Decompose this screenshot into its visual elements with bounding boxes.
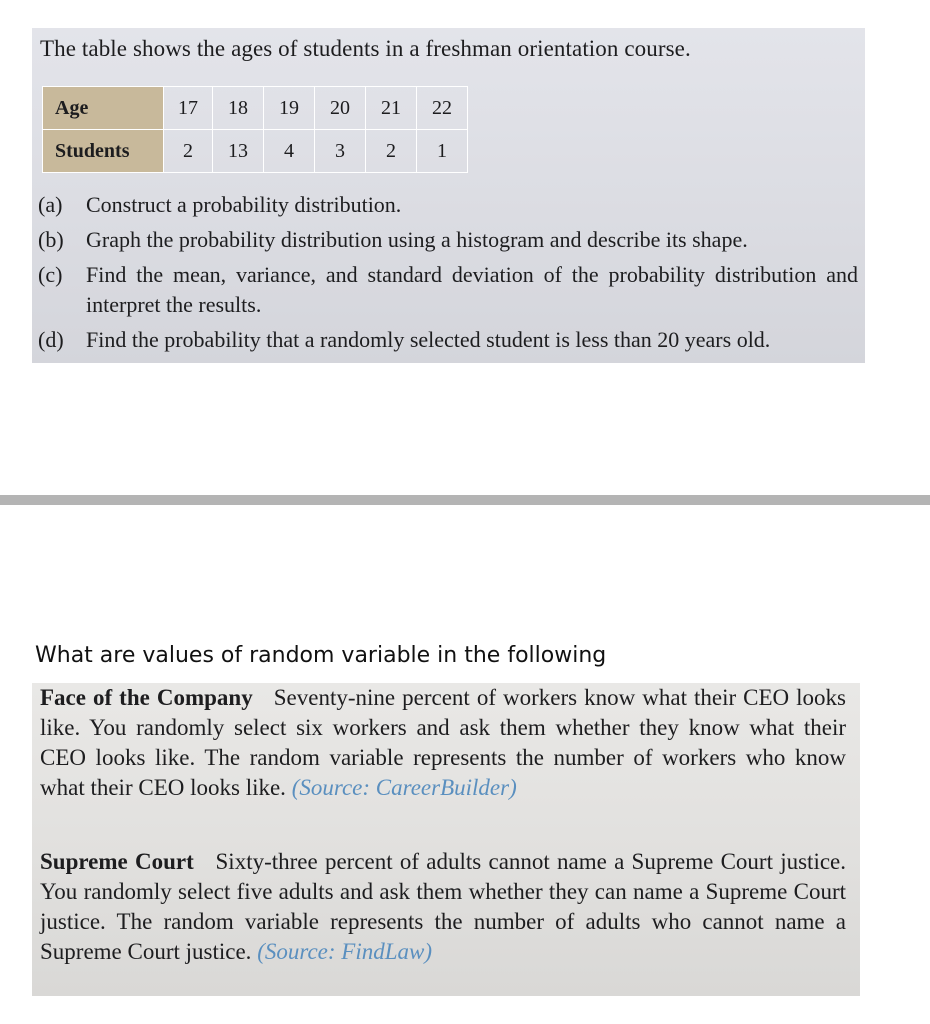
part-c <box>38 260 858 320</box>
students-cell: 3 <box>315 130 366 173</box>
age-cell: 18 <box>213 87 264 130</box>
row-label-students: Students <box>43 130 164 173</box>
part-text: Find the mean, variance, and standard deviation of the probability distribution and interpret the results. <box>86 262 858 317</box>
source-citation: (Source: FindLaw) <box>257 939 433 964</box>
table-row-age <box>43 87 468 130</box>
age-cell: 19 <box>264 87 315 130</box>
textbook-photo-random-variables <box>32 683 860 996</box>
part-text: Find the probability that a randomly selected student is less than 20 years old. <box>86 327 771 352</box>
paragraph-body: Seventy-nine percent of workers know what their CEO looks like. You randomly select six workers and ask them whether they know what their CEO looks like. The random variable represents the number of workers who know what their CEO looks like. <box>40 685 847 800</box>
paragraph-title: Supreme Court <box>40 849 194 874</box>
part-label: (c) <box>38 262 63 287</box>
part-text: Construct a probability distribution. <box>86 192 402 217</box>
table-row-students <box>43 130 468 173</box>
age-cell: 21 <box>366 87 417 130</box>
textbook-photo-ages <box>32 28 865 363</box>
age-cell: 22 <box>417 87 468 130</box>
part-label: (b) <box>38 227 64 252</box>
ages-table <box>42 86 468 173</box>
age-cell: 17 <box>164 87 213 130</box>
part-a <box>38 190 858 220</box>
students-cell: 13 <box>213 130 264 173</box>
question-heading: What are values of random variable in the following <box>35 643 607 668</box>
students-cell: 4 <box>264 130 315 173</box>
paragraph-supreme-court <box>40 847 846 967</box>
students-cell: 1 <box>417 130 468 173</box>
students-cell: 2 <box>366 130 417 173</box>
paragraph-body: Sixty-three percent of adults cannot name a Supreme Court justice. You randomly select five adults and ask them whether they can name a Supreme Court justice. The random variable represents the number of adults who cannot name a Supreme Court justice. <box>40 849 846 964</box>
part-label: (a) <box>38 192 63 217</box>
paragraph-title: Face of the Company <box>40 685 253 710</box>
question-parts <box>38 190 858 360</box>
row-label-age: Age <box>43 87 164 130</box>
source-citation: (Source: CareerBuilder) <box>291 775 517 800</box>
part-text: Graph the probability distribution using a histogram and describe its shape. <box>86 227 748 252</box>
part-d <box>38 325 858 355</box>
students-cell: 2 <box>164 130 213 173</box>
part-b <box>38 225 858 255</box>
problem-intro: The table shows the ages of students in a freshman orientation course. <box>40 36 691 61</box>
section-divider <box>0 495 930 505</box>
part-label: (d) <box>38 327 64 352</box>
paragraph-face-of-company <box>40 683 846 803</box>
age-cell: 20 <box>315 87 366 130</box>
